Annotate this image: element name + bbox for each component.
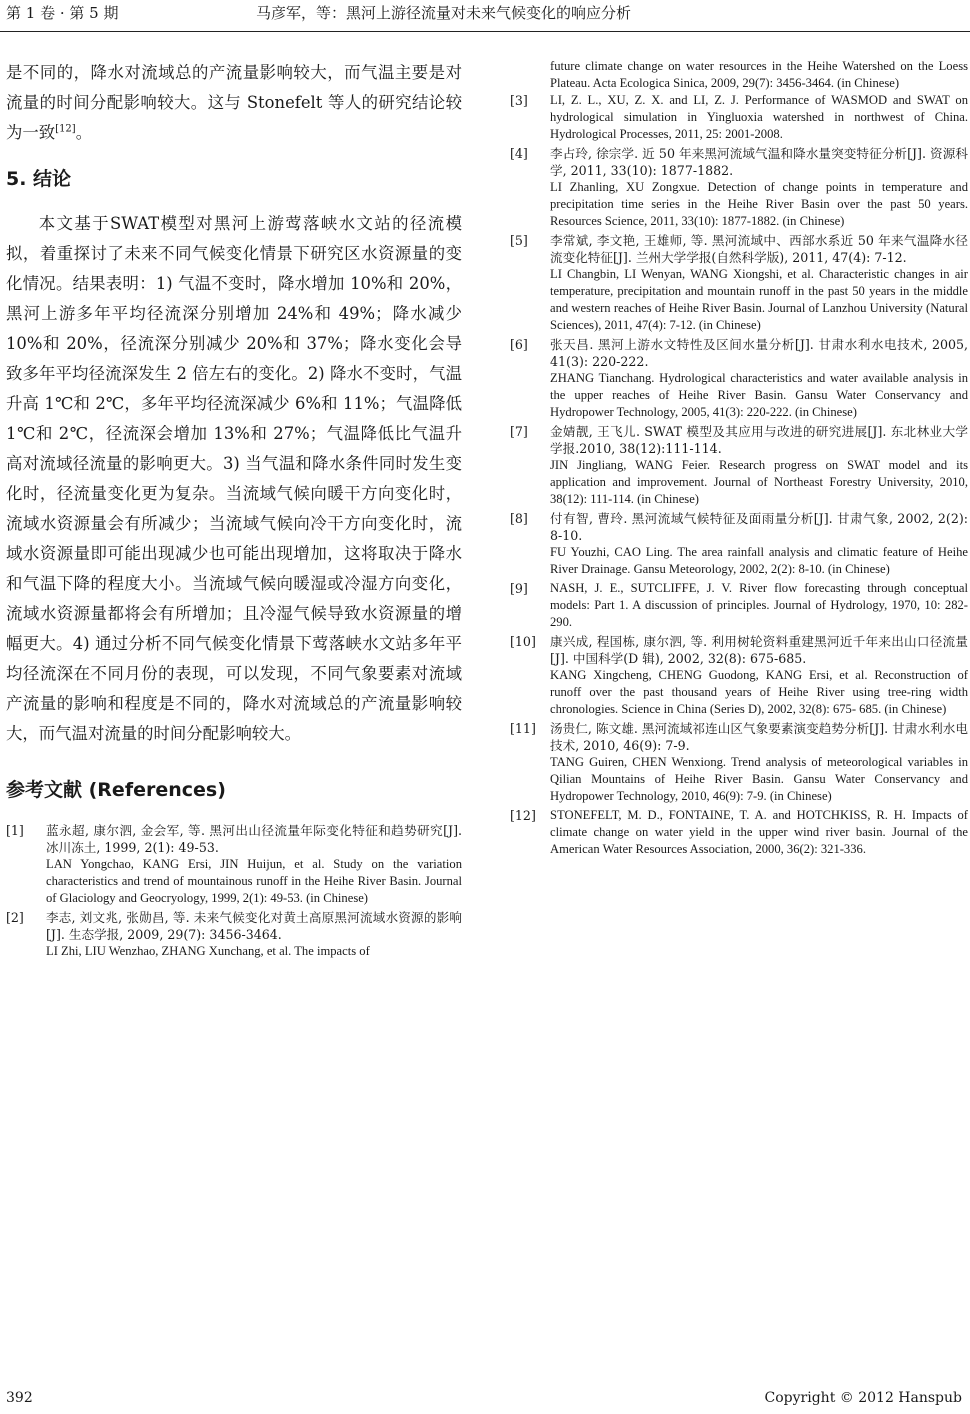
citation-link[interactable]: [12] bbox=[55, 123, 76, 135]
reference-text-english: LAN Yongchao, KANG Ersi, JIN Huijun, et al. Study on the variation characteristics and trend of mountainous runoff in the Heihe River Basin. Journal of Glaciology and Geocryology, 1999, 2(1): 49-53. (in Chinese) bbox=[46, 857, 462, 905]
reference-item bbox=[510, 92, 968, 143]
journal-volume-issue: 第 1 卷 · 第 5 期 bbox=[6, 4, 119, 22]
page-number: 392 bbox=[6, 1390, 33, 1406]
reference-item bbox=[510, 633, 968, 718]
reference-text-english: FU Youzhi, CAO Ling. The area rainfall analysis and climatic feature of Heihe River Drainage. Gansu Meteorology, 2002, 2(2): 8-10. (in Chinese) bbox=[550, 545, 968, 576]
paragraph-continued bbox=[6, 58, 462, 148]
running-header bbox=[0, 0, 970, 32]
reference-body bbox=[550, 232, 968, 334]
references-heading: 参考文献 (References) bbox=[6, 779, 226, 801]
paragraph-text: 是不同的，降水对流域总的产流量影响较大，而气温主要是对流量的时间分配影响较大。这与 Stonefelt 等人的研究结论较为一致 bbox=[6, 63, 462, 142]
reference-number: [3] bbox=[510, 93, 528, 108]
reference-item bbox=[510, 580, 968, 631]
reference-number: [1] bbox=[6, 823, 24, 838]
right-column bbox=[510, 58, 968, 860]
running-title: 马彦军，等：黑河上游径流量对未来气候变化的响应分析 bbox=[256, 4, 632, 22]
reference-body bbox=[550, 510, 968, 578]
reference-text-english: LI, Z. L., XU, Z. X. and LI, Z. J. Performance of WASMOD and SWAT on hydrological simulation in Yingluoxia watershed in northwest of China. Hydrological Processes, 2011, 25: 2001-2008. bbox=[550, 93, 968, 141]
reference-body bbox=[550, 423, 968, 508]
reference-body bbox=[550, 145, 968, 230]
reference-number: [9] bbox=[510, 581, 528, 596]
reference-text-chinese: 李志, 刘文兆, 张勋昌, 等. 未来气候变化对黄土高原黑河流域水资源的影响[J]. 生态学报, 2009, 29(7): 3456-3464. bbox=[46, 910, 462, 942]
reference-number: [10] bbox=[510, 634, 536, 649]
reference-body bbox=[550, 807, 968, 858]
reference-text-english: TANG Guiren, CHEN Wenxiong. Trend analysis of meteorological variables in Qilian Mountains of Heihe River Basin. Gansu Water Conservancy and Hydropower Technology, 2010, 46(9): 7-9. (in Chinese) bbox=[550, 755, 968, 803]
reference-text-chinese: 金婧靓, 王飞儿. SWAT 模型及其应用与改进的研究进展[J]. 东北林业大学学报.2010, 38(12):111-114. bbox=[550, 424, 968, 456]
reference-text-chinese: 蓝永超, 康尔泗, 金会军, 等. 黑河出山径流量年际变化特征和趋势研究[J]. 冰川冻土, 1999, 2(1): 49-53. bbox=[46, 823, 462, 855]
reference-text-chinese: 康兴成, 程国栋, 康尔泗, 等. 利用树轮资料重建黑河近千年来出山口径流量[J]. 中国科学(D 辑), 2002, 32(8): 675-685. bbox=[550, 634, 968, 666]
reference-text-english: LI Changbin, LI Wenyan, WANG Xiongshi, et al. Characteristic changes in air temperature, precipitation and mountain runoff in the past 50 years in the middle and western reaches of Heihe River Basin. Journal of Lanzhou University (Natural Sciences), 2011, 47(4): 7-12. (in Chinese) bbox=[550, 267, 968, 332]
reference-text-english: ZHANG Tianchang. Hydrological characteristics and water available analysis in the upper reaches of Heihe River Basin. Gansu Water Conservancy and Hydropower Technology, 2005, 41(3): 220-222. (in Chinese) bbox=[550, 371, 968, 419]
reference-number: [6] bbox=[510, 337, 528, 352]
reference-item bbox=[6, 822, 462, 907]
reference-text-chinese: 张天昌. 黑河上游水文特性及区间水量分析[J]. 甘肃水利水电技术, 2005, 41(3): 220-222. bbox=[550, 337, 968, 369]
conclusion-paragraph: 本文基于SWAT模型对黑河上游莺落峡水文站的径流模拟，着重探讨了未来不同气候变化情景下研究区水资源量的变化情况。结果表明：1) 气温不变时，降水增加 10%和 20%，黑河上游多年平均径流深分别增加 24%和 49%；降水减少 10%和 20%，径流深分别减少 20%和 37%；降水变化会导致多年平均径流深发生 2 倍左右的变化。2) 降水不变时，气温升高 1℃和 2℃，多年平均径流深减少 6%和 11%；气温降低 1℃和 2℃，径流深会增加 13%和 27%；气温降低比气温升高对流域径流量的影响更大。3) 当气温和降水条件同时发生变化时，径流量变化更为复杂。当流域气候向暖干方向变化时，流域水资源量会有所减少；当流域气候向冷干方向变化时，流域水资源量即可能出现减少也可能出现增加，这将取决于降水和气温下降的程度大小。当流域气候向暖湿或冷湿方向变化，流域水资源量都将会有所增加；且冷湿气候导致水资源量的增幅更大。4) 通过分析不同气候变化情景下莺落峡水文站多年平均径流深在不同月份的表现，可以发现，不同气象要素对流域产流量的影响和程度是不同的，降水对流域总的产流量影响较大，而气温对流量的时间分配影响较大。 bbox=[6, 214, 462, 743]
copyright-notice: Copyright © 2012 Hanspub bbox=[764, 1390, 962, 1406]
reference-continuation: future climate change on water resources in the Heihe Watershed on the Loess Plateau. Acta Ecologica Sinica, 2009, 29(7): 3456-3464. (in Chinese) bbox=[550, 59, 968, 90]
reference-item bbox=[6, 909, 462, 960]
reference-item bbox=[510, 720, 968, 805]
left-column bbox=[6, 58, 462, 962]
reference-list-right bbox=[510, 92, 968, 858]
reference-body bbox=[550, 633, 968, 718]
reference-item bbox=[510, 232, 968, 334]
reference-number: [2] bbox=[6, 910, 24, 925]
reference-body bbox=[550, 92, 968, 143]
reference-body bbox=[550, 580, 968, 631]
reference-text-chinese: 汤贵仁, 陈文雄. 黑河流域祁连山区气象要素演变趋势分析[J]. 甘肃水利水电技术, 2010, 46(9): 7-9. bbox=[550, 721, 968, 753]
reference-text-english: STONEFELT, M. D., FONTAINE, T. A. and HOTCHKISS, R. H. Impacts of climate change on water yield in the upper wind river basin. Journal of the American Water Resources Association, 2000, 36(2): 321-336. bbox=[550, 808, 968, 856]
reference-text-chinese: 付有智, 曹玲. 黑河流域气候特征及面雨量分析[J]. 甘肃气象, 2002, 2(2): 8-10. bbox=[550, 511, 968, 543]
reference-body bbox=[46, 822, 462, 907]
reference-body bbox=[550, 336, 968, 421]
reference-text-chinese: 李占玲, 徐宗学. 近 50 年来黑河流域气温和降水量突变特征分析[J]. 资源科学, 2011, 33(10): 1877-1882. bbox=[550, 146, 968, 178]
reference-item bbox=[510, 510, 968, 578]
reference-body bbox=[46, 909, 462, 960]
reference-number: [4] bbox=[510, 146, 528, 161]
reference-item bbox=[510, 336, 968, 421]
reference-number: [7] bbox=[510, 424, 528, 439]
reference-body bbox=[550, 720, 968, 805]
reference-item bbox=[510, 145, 968, 230]
reference-number: [8] bbox=[510, 511, 528, 526]
reference-text-english: LI Zhi, LIU Wenzhao, ZHANG Xunchang, et al. The impacts of bbox=[46, 944, 370, 958]
reference-number: [5] bbox=[510, 233, 528, 248]
reference-list-left bbox=[6, 822, 462, 960]
reference-text-english: KANG Xingcheng, CHENG Guodong, KANG Ersi, et al. Reconstruction of runoff over the past thousand years of Heihe River using tree-ring width chronologies. Science in China (Series D), 2002, 32(8): 675- 685. (in Chinese) bbox=[550, 668, 968, 716]
reference-number: [12] bbox=[510, 808, 536, 823]
section-heading-conclusion: 5. 结论 bbox=[6, 168, 72, 190]
reference-text-english: LI Zhanling, XU Zongxue. Detection of change points in temperature and precipitation time series in the Heihe River Basin over the past 50 years. Resources Science, 2011, 33(10): 1877-1882. (in Chinese) bbox=[550, 180, 968, 228]
reference-number: [11] bbox=[510, 721, 536, 736]
reference-text-english: JIN Jingliang, WANG Feier. Research progress on SWAT model and its application and improvement. Journal of Northeast Forestry University, 2010, 38(12): 111-114. (in Chinese) bbox=[550, 458, 968, 506]
reference-text-english: NASH, J. E., SUTCLIFFE, J. V. River flow forecasting through conceptual models: Part 1. A discussion of principles. Journal of Hydrology, 1970, 10: 282-290. bbox=[550, 581, 968, 629]
reference-item bbox=[510, 807, 968, 858]
reference-text-chinese: 李常斌, 李文艳, 王雄师, 等. 黑河流域中、西部水系近 50 年来气温降水径流变化特征[J]. 兰州大学学报(自然科学版), 2011, 47(4): 7-12. bbox=[550, 233, 968, 265]
reference-item bbox=[510, 423, 968, 508]
paragraph-end: 。 bbox=[75, 123, 93, 142]
